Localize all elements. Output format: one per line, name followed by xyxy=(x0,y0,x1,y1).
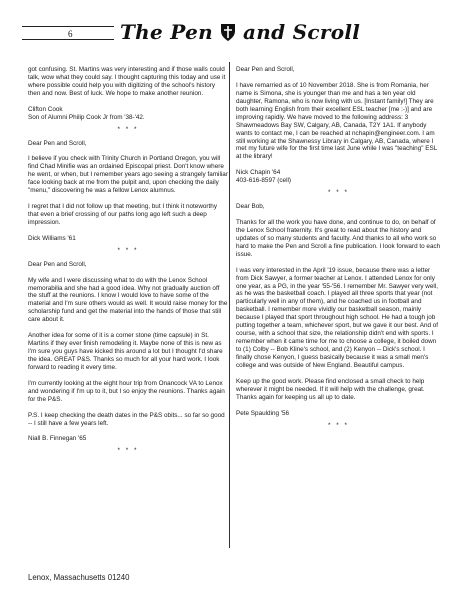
header-rule-bottom xyxy=(22,39,114,40)
letter-paragraph: Keep up the good work. Please find enclosed a small check to help wherever it might be needed. If it will help with the challenge, great. Thanks again for keeping us all up to date. xyxy=(236,377,425,401)
footer-location: Lenox, Massachusetts 01240 xyxy=(28,573,130,582)
letter-paragraph: My wife and I were discussing what to do with the Lenox School memorabilia and she had a good idea. Why not gradually auction off the stuff at the reunions. I know I would love to have some of the material and I'm sure others would as well. It would raise money for the scholarship fund and get the material into the hands of those that still care about it. xyxy=(28,276,228,324)
separator-stars: * * * xyxy=(328,421,349,429)
letter-paragraph: I have remarried as of 10 November 2018. She is from Romania, her name is Simona, she is younger than me and has a ten year old daughter, Ramona, who is now living with us. [Instant family!] They are both learning English from their excellent ESL teacher [me :-)] and are improving rapidly. We have moved to the following address: 3 Shawmeadows Bay SW, Calgary, AB, Canada, T2Y 1A1. If anybody wants to contact me, I can be reached at nchapin@engineer.com. I am still working at the Shawnessy Library in Calgary, AB, Canada, where I met my future wife for the first time last June while I was "teaching" ESL at the library! xyxy=(236,81,438,161)
title-left: The Pen xyxy=(120,20,213,44)
separator-stars: * * * xyxy=(117,246,139,254)
separator-stars: * * * xyxy=(117,125,139,133)
letter-signature: Pete Spaulding '56 xyxy=(236,409,290,417)
letter-signature: Dick Williams '61 xyxy=(28,234,76,242)
letter-paragraph: I believe if you check with Trinity Church in Portland Oregon, you will find Chad Minifie was an ordained Episcopal priest. Don't know where he went, or when, but I remember years ago seeing a strangely familiar face looking back at me from the pulpit and, upon checking the daily "menu," discovering he was a fellow Lenox alumnus. xyxy=(28,155,228,195)
crest-icon xyxy=(219,22,237,42)
letter-paragraph: Thanks for all the work you have done, and continue to do, on behalf of the Lenox School fraternity. It's great to read about the history and updates of so many students and faculty. And thanks to all who work so hard to make the Pen and Scroll a fine publication. I look forward to each issue. xyxy=(236,218,441,258)
letter-paragraph: I was very interested in the April '19 issue, because there was a letter from Dick Sawyer, a former teacher at Lenox. I attended Lenox for only one year, as a PG, in the year '55-'56. I remember Mr. Sawyer very well, as he was the basketball coach. I played all three sports that year (not particularly well in any of them), and he coached us in football and basketball. I remember more vividly our basketball season, mainly because I played that sport throughout high school. He had a tough job putting together a team, whichever sport, but we gave it our best. And of course, with a school that size, the relationship didn't end with sports. I remember when it came time for me to choose a college, it boiled down to (1) Colby -- Bob Kline's school, and (2) Kenyon -- Dick's school. I finally chose Kenyon, I guess basically because it was a small men's college and was outside of New England. Beautiful campus. xyxy=(236,266,439,370)
letter-paragraph: Dear Bob, xyxy=(236,203,265,211)
column-divider xyxy=(229,62,230,548)
newsletter-title xyxy=(120,20,450,44)
letter-paragraph: Dear Pen and Scroll, xyxy=(28,139,87,147)
letter-paragraph: I'm currently looking at the eight hour trip from Onancock VA to Lenox and wondering if I'm up to it, but I so enjoy the reunions. Thanks again for the P&S. xyxy=(28,379,225,403)
header-rule-top xyxy=(22,26,114,27)
right-column xyxy=(236,66,441,436)
separator-stars: * * * xyxy=(328,189,349,197)
letter-paragraph: Dear Pen and Scroll, xyxy=(236,66,295,73)
page-number: 6 xyxy=(68,29,73,39)
letter-signature: Nick Chapin '64 403-616-8597 (cell) xyxy=(236,169,292,185)
letter-signature: Clifton Cook Son of Alumni Philip Cook Jr from '38-'42. xyxy=(28,105,145,121)
title-right: and Scroll xyxy=(242,20,361,44)
letter-signature: Niall B. Finnegan '65 xyxy=(28,435,87,443)
left-column xyxy=(28,66,228,461)
letter-paragraph: Dear Pen and Scroll, xyxy=(28,260,87,268)
letter-paragraph: P.S. I keep checking the death dates in the P&S obits... so far so good -- I still have a few years left. xyxy=(28,411,225,427)
letter-paragraph: I regret that I did not follow up that meeting, but I think it noteworthy that even a brief crossing of our paths long ago left such a deep impression. xyxy=(28,203,218,226)
masthead-header xyxy=(22,8,447,50)
letter-paragraph: got confusing. St. Martins was very interesting and if those walls could talk, wow what they could say. I thought capturing this today and use it where possible could help you with digitizing of the school's history then and now. Best of luck. We hope to make another reunion. xyxy=(28,66,226,97)
separator-stars: * * * xyxy=(117,447,139,455)
letter-paragraph: Another idea for some of it is a corner stone (time capsule) in St. Martins if they ever finish remodeling it. Maybe none of this is new as I'm sure you guys have kicked this around a lot but I thought I'd share the idea. GREAT P&S. Thanks so much for all your hard work. I look forward to reading it every time. xyxy=(28,332,223,371)
